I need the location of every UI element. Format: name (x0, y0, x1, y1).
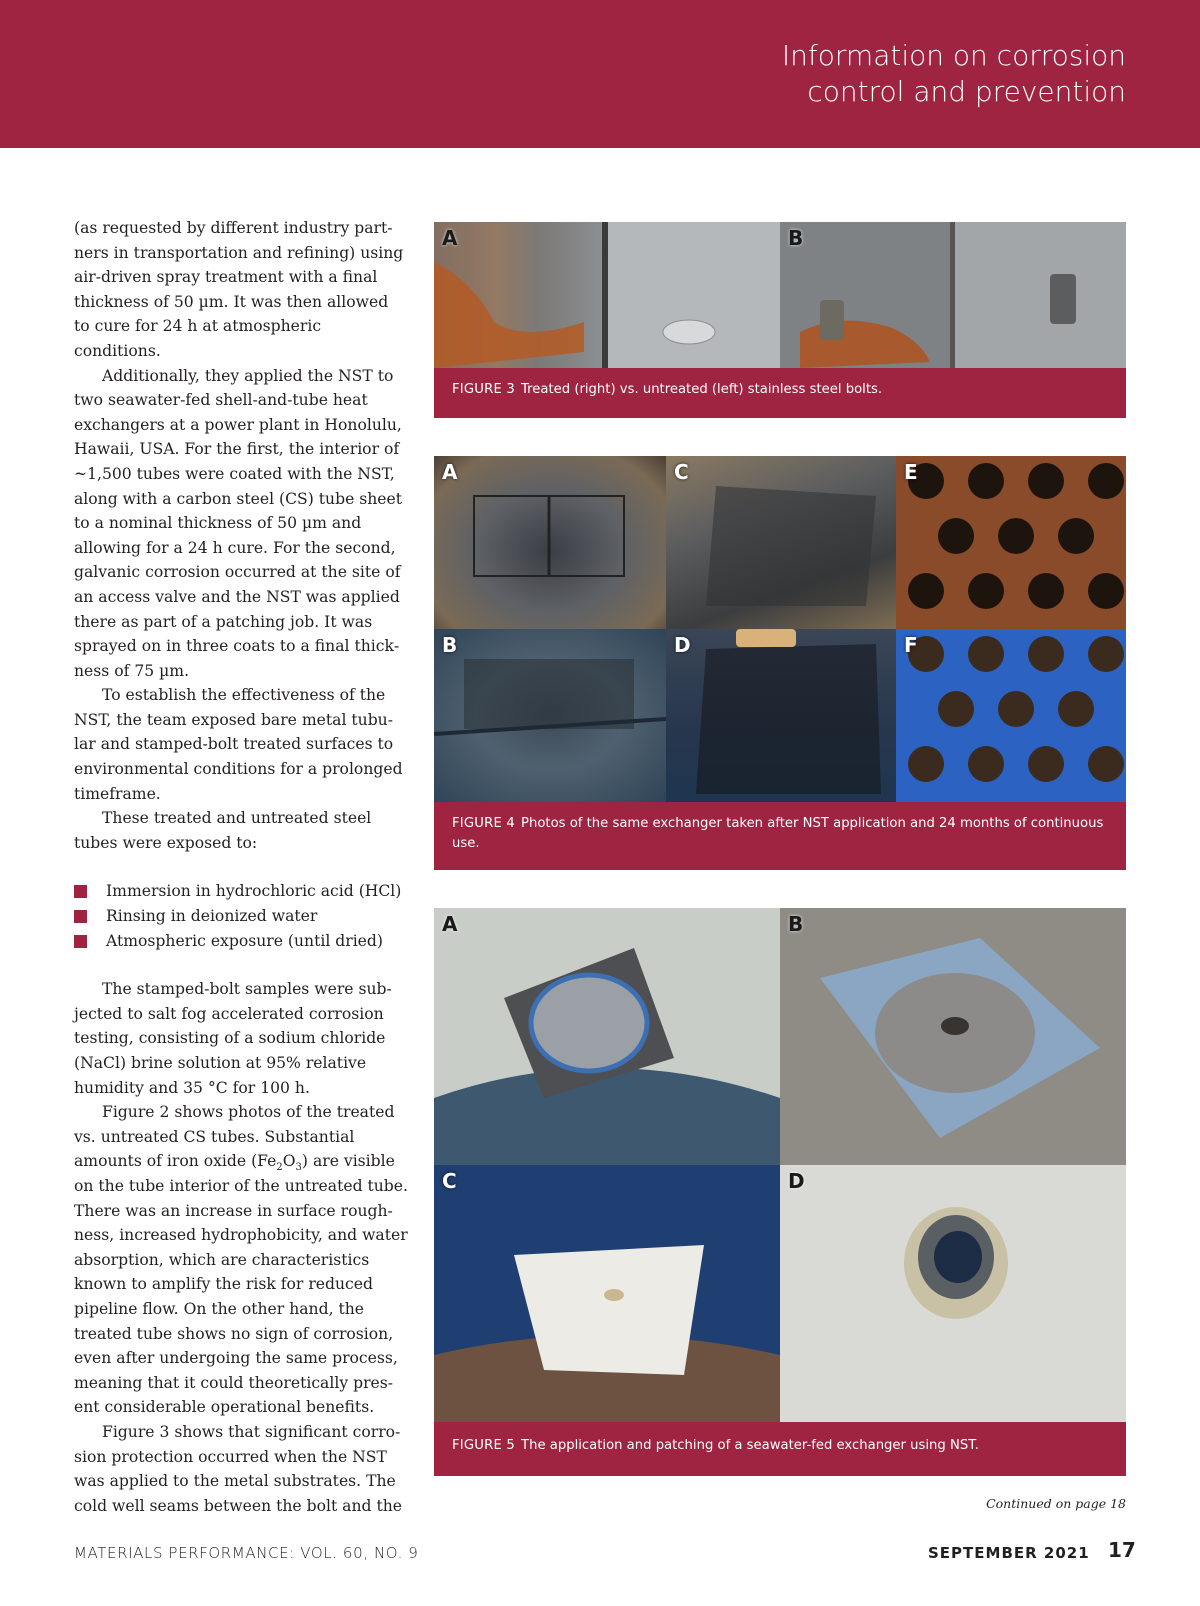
paragraph-3: To establish the effectiveness of the NST, the team exposed bare metal tubular and stamped-bolt treated surfaces to environmental conditions for a prolonged timeframe. (74, 686, 403, 803)
figure-5-caption: FIGURE 5 The application and patching of a seawater-fed exchanger using NST. (452, 1438, 979, 1453)
figure-3 (434, 222, 1126, 418)
photo-panel-a (434, 222, 780, 368)
photo-panel-e (896, 456, 1126, 629)
continued-note: Continued on page 18 (986, 1496, 1126, 1511)
header-band (0, 0, 1200, 148)
panel-label: C (442, 1169, 457, 1193)
panel-label: D (674, 633, 691, 657)
panel-label: A (442, 460, 458, 484)
section-title (526, 38, 1126, 110)
bullet-square-icon (74, 935, 87, 948)
list-item: Atmospheric exposure (until dried) (74, 929, 408, 954)
panel-label: B (788, 226, 804, 250)
section-title-line1: Information on corrosion (781, 39, 1126, 72)
body-text-column (74, 216, 408, 1518)
panel-label: B (442, 633, 458, 657)
list-item: Rinsing in deionized water (74, 904, 408, 929)
photo-panel-c (434, 1165, 780, 1422)
photo-panel-b (780, 908, 1126, 1165)
panel-label: A (442, 912, 458, 936)
paragraph-6: Figure 2 shows photos of the treated vs. untreated CS tubes. Substantial amounts of iron oxide $(Fe_2O_3)$ are visible on the tube interior of the untreated tube. There was an increase in surface roughness, increased hydrophobicity, and water absorption, which are characteristics known to amplify the risk for reduced pipeline flow. On the other hand, the treated tube shows no sign of corrosion, even after undergoing the same process, meaning that it could theoretically present considerable operational benefits. (74, 1103, 408, 1417)
figure-3-caption: FIGURE 3 Treated (right) vs. untreated (left) stainless steel bolts. (452, 382, 883, 397)
paragraph-7: Figure 3 shows that significant corrosion protection occurred when the NST was applied to the metal substrates. The cold well seams between the bolt and the (74, 1422, 403, 1515)
panel-label: A (442, 226, 458, 250)
bullet-square-icon (74, 910, 87, 923)
panel-label: B (788, 912, 804, 936)
paragraph-5: The stamped-bolt samples were subjected to salt fog accelerated corrosion testing, consisting of a sodium chloride (NaCl) brine solution at 95% relative humidity and 35 °C for 100 h. (74, 980, 392, 1097)
photo-panel-d (666, 629, 896, 802)
figure-4 (434, 456, 1126, 870)
photo-panel-c (666, 456, 896, 629)
paragraph-2: Additionally, they applied the NST to two seawater-fed shell-and-tube heat exchangers at a power plant in Honolulu, Hawaii, USA. For the first, the interior of ~1,500 tubes were coated with the NST, along with a carbon steel (CS) tube sheet to a nominal thickness of 50 µm and allowing for a 24 h cure. For the second, galvanic corrosion occurred at the site of an access valve and the NST was applied there as part of a patching job. It was sprayed on in three coats to a final thickness of 75 µm. (74, 366, 403, 680)
photo-panel-d (780, 1165, 1126, 1422)
footer-date: SEPTEMBER 2021 (928, 1544, 1090, 1562)
list-item: Immersion in hydrochloric acid (HCl) (74, 879, 408, 904)
photo-panel-b (780, 222, 1126, 368)
panel-label: D (788, 1169, 805, 1193)
photo-panel-a (434, 908, 780, 1165)
page-number: 17 (1108, 1538, 1136, 1562)
panel-label: C (674, 460, 689, 484)
figure-5 (434, 908, 1126, 1476)
photo-panel-f (896, 629, 1126, 802)
exposure-list (74, 879, 408, 953)
section-title-line2: control and prevention (807, 75, 1126, 108)
paragraph-1: (as requested by different industry partners in transportation and refining) using air-driven spray treatment with a final thickness of 50 µm. It was then allowed to cure for 24 h at atmospheric conditions. (74, 219, 404, 360)
photo-panel-a (434, 456, 666, 629)
paragraph-4: These treated and untreated steel tubes were exposed to: (74, 809, 372, 852)
panel-label: E (904, 460, 918, 484)
photo-panel-b (434, 629, 666, 802)
panel-label: F (904, 633, 918, 657)
footer-journal: MATERIALS PERFORMANCE: VOL. 60, NO. 9 (74, 1544, 419, 1562)
figure-4-caption: FIGURE 4 Photos of the same exchanger taken after NST application and 24 months of continuous use. (452, 816, 1104, 851)
bullet-square-icon (74, 885, 87, 898)
